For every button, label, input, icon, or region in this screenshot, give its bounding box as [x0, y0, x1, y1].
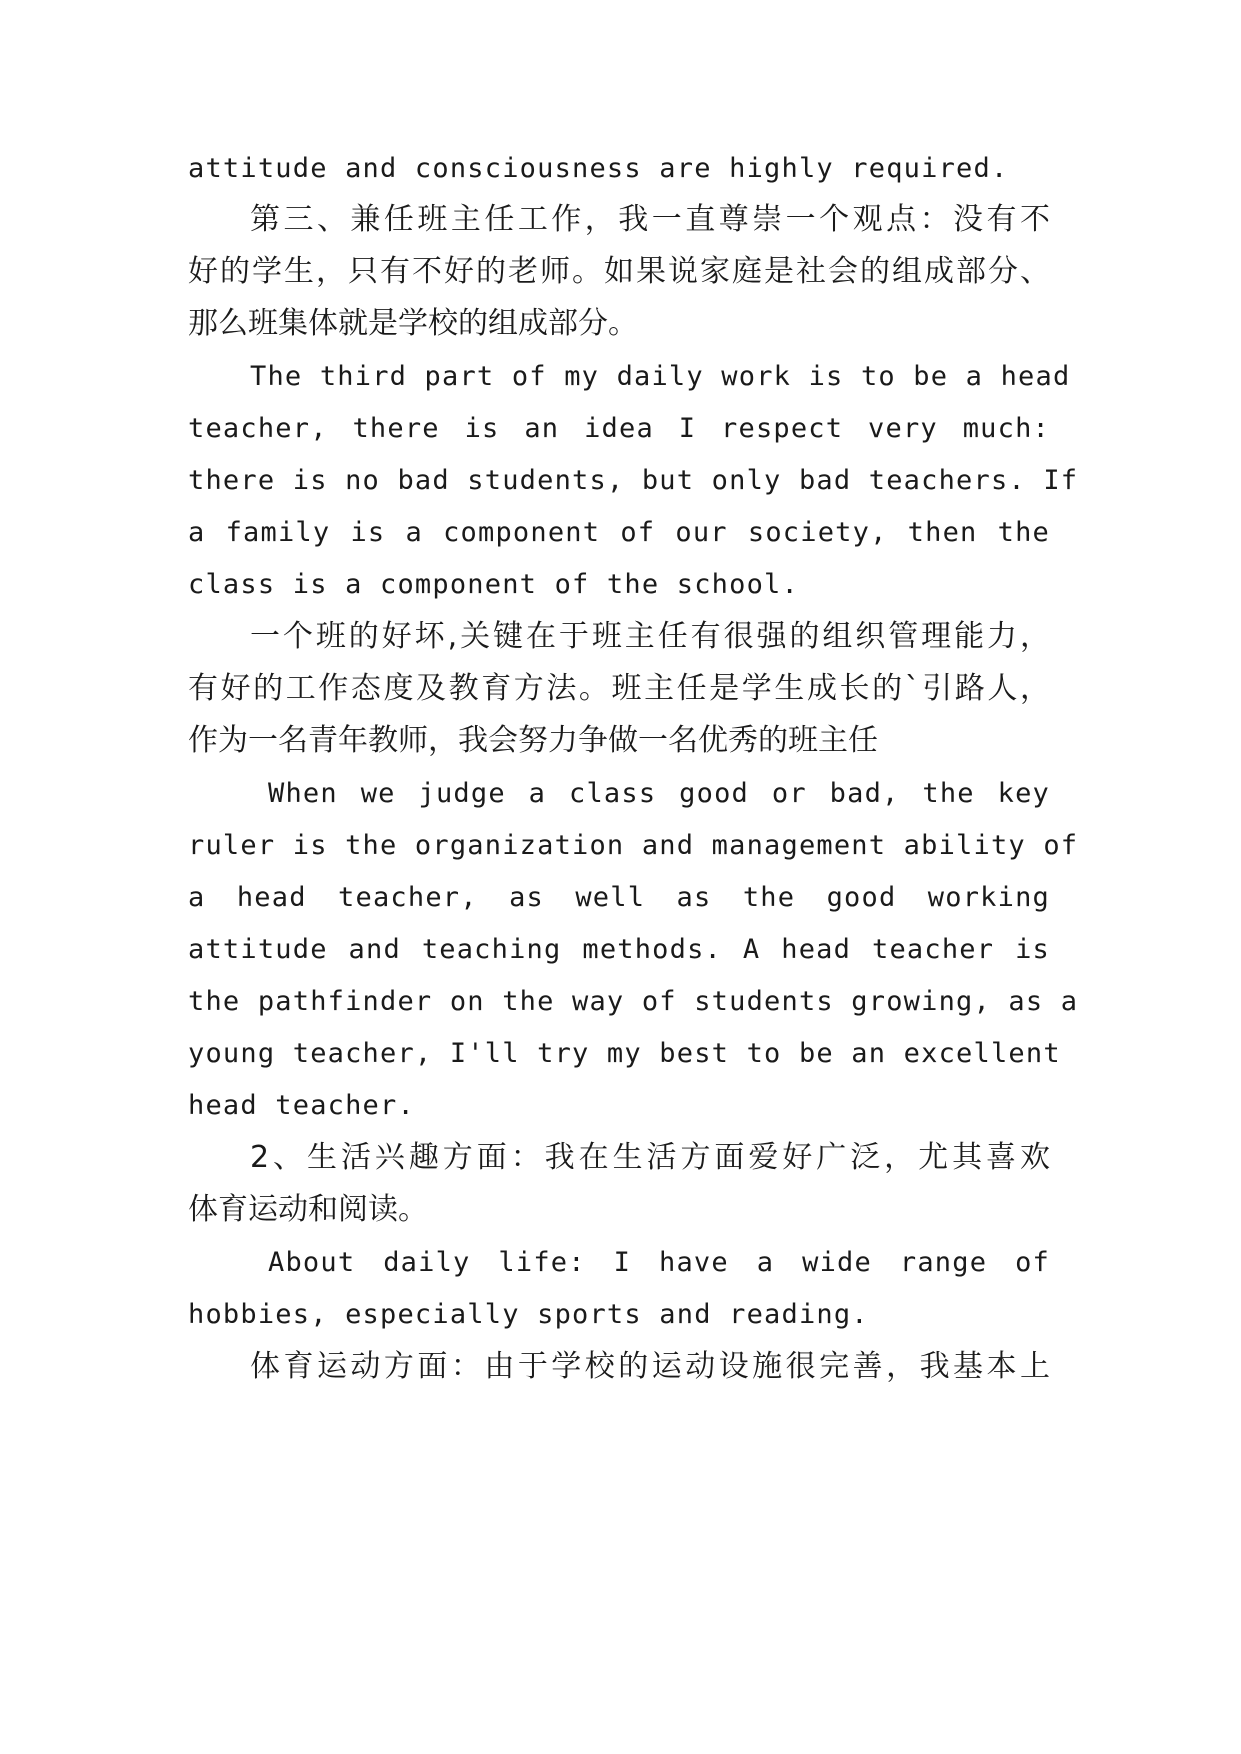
document-line: ruler is the organization and management ability of: [188, 830, 1079, 861]
document-line: head teacher.: [188, 1090, 415, 1121]
document-line: attitude and teaching methods. A head teacher is: [188, 934, 1050, 965]
document-line: there is no bad students, but only bad teachers. If: [188, 465, 1079, 496]
document-line: When we judge a class good or bad, the key: [268, 778, 1050, 809]
document-line: 作为一名青年教师，我会努力争做一名优秀的班主任: [188, 723, 878, 758]
document-line: hobbies, especially sports and reading.: [188, 1299, 869, 1330]
document-line: The third part of my daily work is to be a head: [250, 361, 1071, 392]
document-line: 体育运动和阅读。: [188, 1192, 428, 1227]
document-line: 有好的工作态度及教育方法。班主任是学生成长的`引路人，: [188, 671, 1053, 706]
document-line: a head teacher, as well as the good working: [188, 882, 1050, 913]
document-line: 一个班的好坏,关键在于班主任有很强的组织管理能力，: [250, 619, 1053, 654]
document-line: 体育运动方面：由于学校的运动设施很完善，我基本上: [250, 1349, 1054, 1384]
document-line: 好的学生，只有不好的老师。如果说家庭是社会的组成部分、: [188, 254, 1052, 289]
document-line: class is a component of the school.: [188, 569, 799, 600]
document-line: the pathfinder on the way of students growing, as a: [188, 986, 1079, 1017]
document-line: 那么班集体就是学校的组成部分。: [188, 306, 638, 341]
document-line: About daily life: I have a wide range of: [268, 1247, 1050, 1278]
document-line: 2、生活兴趣方面：我在生活方面爱好广泛，尤其喜欢: [250, 1140, 1054, 1175]
document-line: a family is a component of our society, then the: [188, 517, 1050, 548]
document-line: 第三、兼任班主任工作，我一直尊崇一个观点：没有不: [250, 202, 1054, 237]
document-line: teacher, there is an idea I respect very much:: [188, 413, 1050, 444]
document-line: young teacher, I'll try my best to be an excellent: [188, 1038, 1061, 1069]
document-line: attitude and consciousness are highly required.: [188, 153, 1009, 184]
